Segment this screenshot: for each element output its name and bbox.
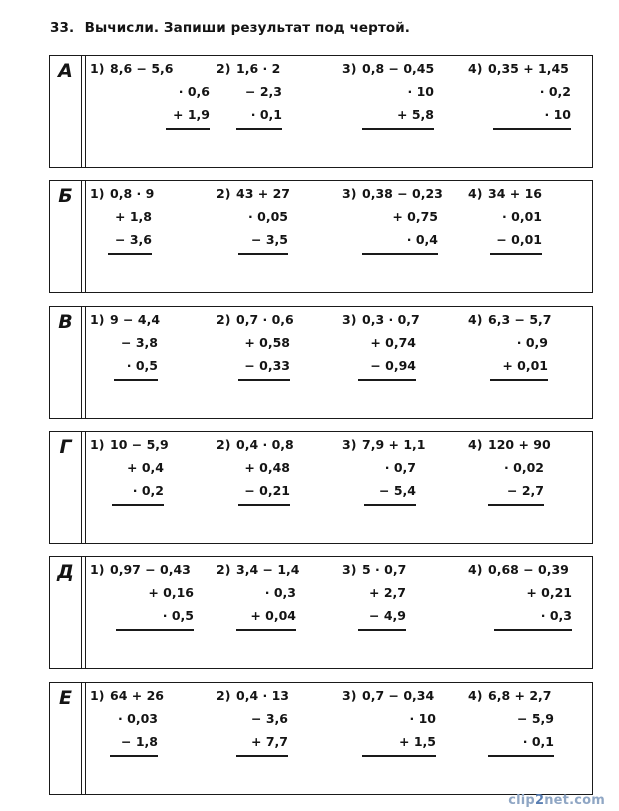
section-letter-cell bbox=[50, 557, 82, 668]
problem-index: 3) bbox=[342, 562, 357, 577]
answer-line bbox=[236, 755, 288, 757]
problem-3 bbox=[342, 683, 436, 794]
problem-2 bbox=[216, 56, 282, 167]
problem-expression: 0,3 · 0,7 bbox=[362, 312, 420, 327]
problem-expression: 0,8 · 9 bbox=[110, 186, 155, 201]
watermark-part: clip bbox=[508, 793, 535, 808]
problem-index: 1) bbox=[90, 61, 105, 76]
problem-step-2: · 0,1 bbox=[250, 107, 282, 122]
problem-step-2: − 0,94 bbox=[370, 358, 416, 373]
problem-step-1: · 10 bbox=[407, 84, 434, 99]
problem-step-1: + 0,48 bbox=[244, 460, 290, 475]
problem-step-1: · 0,2 bbox=[539, 84, 571, 99]
problem-expression: 0,8 − 0,45 bbox=[362, 61, 435, 76]
answer-line bbox=[108, 253, 152, 255]
answer-line bbox=[166, 128, 210, 130]
problem-3 bbox=[342, 432, 426, 543]
problem-step-2: · 0,1 bbox=[522, 734, 554, 749]
section-letter-cell bbox=[50, 432, 82, 543]
section-letter-cell bbox=[50, 56, 82, 167]
problem-step-1: · 0,01 bbox=[502, 209, 542, 224]
problem-1 bbox=[90, 307, 161, 418]
problem-index: 3) bbox=[342, 437, 357, 452]
problem-3 bbox=[342, 181, 443, 292]
section-divider bbox=[81, 56, 86, 167]
problem-step-2: − 0,01 bbox=[496, 232, 542, 247]
problem-index: 3) bbox=[342, 61, 357, 76]
problem-3 bbox=[342, 307, 420, 418]
problem-1 bbox=[90, 557, 194, 668]
problem-index: 1) bbox=[90, 312, 105, 327]
problem-step-1: + 0,16 bbox=[148, 585, 194, 600]
problem-2 bbox=[216, 181, 288, 292]
problem-step-1: · 0,02 bbox=[504, 460, 544, 475]
problem-index: 2) bbox=[216, 186, 231, 201]
watermark-part: 2 bbox=[534, 793, 545, 808]
answer-line bbox=[362, 128, 434, 130]
answer-line bbox=[488, 755, 554, 757]
problem-step-2: + 0,01 bbox=[502, 358, 548, 373]
problem-index: 4) bbox=[468, 562, 483, 577]
problem-2 bbox=[216, 307, 294, 418]
problem-step-1: · 0,05 bbox=[248, 209, 288, 224]
problem-step-1: · 0,9 bbox=[516, 335, 548, 350]
problem-index: 1) bbox=[90, 562, 105, 577]
problem-4 bbox=[468, 557, 572, 668]
problem-step-2: − 3,5 bbox=[251, 232, 288, 247]
problem-step-2: − 0,33 bbox=[244, 358, 290, 373]
section-letter-cell bbox=[50, 307, 82, 418]
problem-step-2: − 2,7 bbox=[507, 483, 544, 498]
problem-step-1: − 2,3 bbox=[245, 84, 282, 99]
problem-index: 4) bbox=[468, 61, 483, 76]
problem-step-1: + 0,75 bbox=[392, 209, 438, 224]
answer-line bbox=[238, 379, 290, 381]
section-letter-cell bbox=[50, 683, 82, 794]
section-box-e bbox=[49, 682, 593, 795]
section-letter: Г bbox=[59, 436, 72, 458]
problem-step-1: + 0,74 bbox=[370, 335, 416, 350]
section-letter: Е bbox=[59, 687, 72, 709]
problem-expression: 7,9 + 1,1 bbox=[362, 437, 426, 452]
section-letter: А bbox=[58, 60, 73, 82]
section-letter: Д bbox=[57, 561, 74, 583]
answer-line bbox=[490, 379, 548, 381]
answer-line bbox=[362, 253, 438, 255]
problem-step-1: + 1,8 bbox=[115, 209, 152, 224]
problem-step-2: · 0,3 bbox=[540, 608, 572, 623]
problem-1 bbox=[90, 432, 169, 543]
problem-expression: 0,4 · 13 bbox=[236, 688, 289, 703]
problem-expression: 1,6 · 2 bbox=[236, 61, 281, 76]
problem-expression: 0,38 − 0,23 bbox=[362, 186, 443, 201]
problem-expression: 0,97 − 0,43 bbox=[110, 562, 191, 577]
problem-expression: 0,7 · 0,6 bbox=[236, 312, 294, 327]
problem-1 bbox=[90, 181, 155, 292]
problem-4 bbox=[468, 307, 552, 418]
problem-step-1: · 0,03 bbox=[118, 711, 158, 726]
problem-step-2: · 0,2 bbox=[132, 483, 164, 498]
answer-line bbox=[116, 629, 194, 631]
problem-step-1: − 3,8 bbox=[121, 335, 158, 350]
problem-step-1: − 3,6 bbox=[251, 711, 288, 726]
problem-step-2: · 0,5 bbox=[162, 608, 194, 623]
problem-4 bbox=[468, 683, 554, 794]
problem-step-2: + 1,9 bbox=[173, 107, 210, 122]
section-box-v bbox=[49, 306, 593, 419]
problem-index: 2) bbox=[216, 312, 231, 327]
answer-line bbox=[494, 629, 572, 631]
answer-line bbox=[362, 755, 436, 757]
section-letter: Б bbox=[58, 185, 73, 207]
problem-4 bbox=[468, 56, 571, 167]
problem-index: 3) bbox=[342, 688, 357, 703]
section-divider bbox=[81, 432, 86, 543]
exercise-number: 33. bbox=[50, 20, 75, 36]
answer-line bbox=[490, 253, 542, 255]
problem-step-2: − 0,21 bbox=[244, 483, 290, 498]
answer-line bbox=[488, 504, 544, 506]
problem-index: 4) bbox=[468, 186, 483, 201]
problem-expression: 0,68 − 0,39 bbox=[488, 562, 569, 577]
section-letter: В bbox=[58, 311, 73, 333]
problem-1 bbox=[90, 683, 164, 794]
problem-expression: 8,6 − 5,6 bbox=[110, 61, 174, 76]
problem-expression: 34 + 16 bbox=[488, 186, 542, 201]
problem-step-1: · 0,6 bbox=[178, 84, 210, 99]
problem-expression: 0,4 · 0,8 bbox=[236, 437, 294, 452]
section-divider bbox=[81, 181, 86, 292]
problem-index: 4) bbox=[468, 688, 483, 703]
problem-3 bbox=[342, 557, 406, 668]
problem-index: 2) bbox=[216, 688, 231, 703]
problem-expression: 10 − 5,9 bbox=[110, 437, 169, 452]
problem-2 bbox=[216, 557, 300, 668]
problem-step-2: + 7,7 bbox=[251, 734, 288, 749]
problem-expression: 64 + 26 bbox=[110, 688, 164, 703]
problem-step-2: · 0,5 bbox=[126, 358, 158, 373]
problem-expression: 5 · 0,7 bbox=[362, 562, 407, 577]
problem-step-1: · 0,3 bbox=[264, 585, 296, 600]
problem-index: 1) bbox=[90, 688, 105, 703]
answer-line bbox=[236, 629, 296, 631]
section-box-d bbox=[49, 556, 593, 669]
problem-expression: 9 − 4,4 bbox=[110, 312, 161, 327]
answer-line bbox=[238, 504, 290, 506]
section-divider bbox=[81, 307, 86, 418]
exercise-header bbox=[50, 20, 410, 36]
answer-line bbox=[236, 128, 282, 130]
answer-line bbox=[364, 504, 416, 506]
watermark bbox=[508, 793, 605, 808]
problem-step-2: + 1,5 bbox=[399, 734, 436, 749]
problem-index: 3) bbox=[342, 312, 357, 327]
problem-index: 4) bbox=[468, 437, 483, 452]
problem-step-1: − 5,9 bbox=[517, 711, 554, 726]
problem-3 bbox=[342, 56, 434, 167]
problem-index: 4) bbox=[468, 312, 483, 327]
problem-4 bbox=[468, 181, 542, 292]
problem-expression: 43 + 27 bbox=[236, 186, 290, 201]
problem-step-1: + 0,21 bbox=[526, 585, 572, 600]
problem-2 bbox=[216, 432, 294, 543]
problem-step-2: − 4,9 bbox=[369, 608, 406, 623]
problem-step-2: − 5,4 bbox=[379, 483, 416, 498]
problem-step-2: − 3,6 bbox=[115, 232, 152, 247]
problem-expression: 0,35 + 1,45 bbox=[488, 61, 569, 76]
problem-step-1: · 0,7 bbox=[384, 460, 416, 475]
answer-line bbox=[110, 755, 158, 757]
section-box-g bbox=[49, 431, 593, 544]
problem-step-2: · 0,4 bbox=[406, 232, 438, 247]
problem-step-2: − 1,8 bbox=[121, 734, 158, 749]
problem-step-1: + 0,4 bbox=[127, 460, 164, 475]
problem-index: 2) bbox=[216, 562, 231, 577]
problem-2 bbox=[216, 683, 288, 794]
problem-step-1: · 10 bbox=[409, 711, 436, 726]
problem-expression: 6,3 − 5,7 bbox=[488, 312, 552, 327]
answer-line bbox=[358, 629, 406, 631]
problem-expression: 120 + 90 bbox=[488, 437, 551, 452]
problem-index: 1) bbox=[90, 437, 105, 452]
section-box-b bbox=[49, 180, 593, 293]
problem-step-1: + 0,58 bbox=[244, 335, 290, 350]
problem-index: 2) bbox=[216, 61, 231, 76]
problem-index: 2) bbox=[216, 437, 231, 452]
answer-line bbox=[493, 128, 571, 130]
answer-line bbox=[114, 379, 158, 381]
section-box-a bbox=[49, 55, 593, 168]
answer-line bbox=[358, 379, 416, 381]
section-divider bbox=[81, 557, 86, 668]
problem-step-1: + 2,7 bbox=[369, 585, 406, 600]
problem-step-2: + 5,8 bbox=[397, 107, 434, 122]
answer-line bbox=[112, 504, 164, 506]
problem-4 bbox=[468, 432, 551, 543]
watermark-part: net.com bbox=[544, 793, 605, 808]
problem-expression: 0,7 − 0,34 bbox=[362, 688, 435, 703]
answer-line bbox=[238, 253, 288, 255]
problem-expression: 3,4 − 1,4 bbox=[236, 562, 300, 577]
problem-1 bbox=[90, 56, 210, 167]
section-letter-cell bbox=[50, 181, 82, 292]
problem-index: 1) bbox=[90, 186, 105, 201]
problem-expression: 6,8 + 2,7 bbox=[488, 688, 552, 703]
exercise-title: Вычисли. Запиши результат под чертой. bbox=[84, 20, 411, 36]
problem-index: 3) bbox=[342, 186, 357, 201]
problem-step-2: · 10 bbox=[544, 107, 571, 122]
problem-step-2: + 0,04 bbox=[250, 608, 296, 623]
section-divider bbox=[81, 683, 86, 794]
